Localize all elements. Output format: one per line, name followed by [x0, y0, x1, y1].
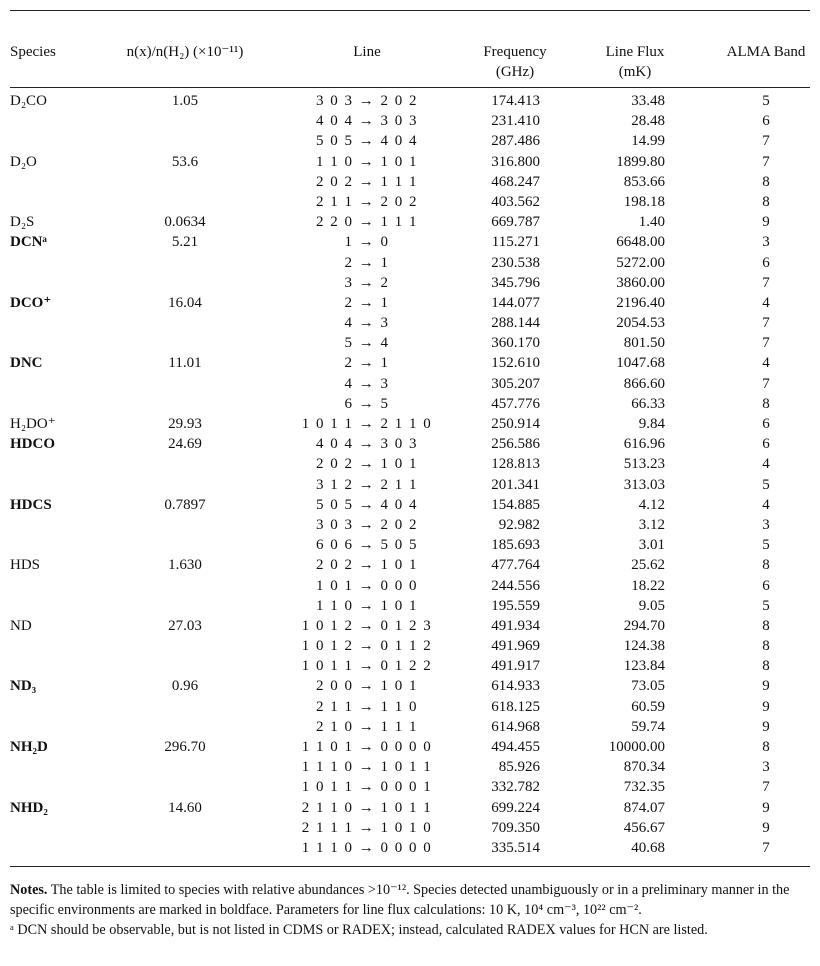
cell-line-flux: 801.50 — [623, 335, 665, 352]
cell-frequency: 244.556 — [491, 577, 540, 594]
table-row — [0, 737, 820, 757]
cell-alma-band: 5 — [762, 537, 770, 554]
cell-frequency: 231.410 — [491, 113, 540, 130]
cell-line: 2 1 1 1 → 1 0 1 0 — [301, 819, 433, 836]
header-flux — [590, 42, 680, 82]
cell-line-flux: 870.34 — [623, 759, 665, 776]
cell-alma-band: 5 — [762, 597, 770, 614]
table-row — [0, 656, 820, 676]
cell-line: 3 0 3 → 2 0 2 — [316, 93, 418, 109]
cell-line: 2 0 2 → 1 0 1 — [316, 456, 418, 473]
table-row — [0, 253, 820, 273]
table-row — [0, 818, 820, 838]
cell-frequency: 174.413 — [491, 93, 540, 109]
cell-line: 2 0 0 → 1 0 1 — [316, 678, 418, 695]
cell-frequency: 85.926 — [498, 759, 540, 776]
table-row — [0, 676, 820, 696]
table-row — [0, 374, 820, 394]
cell-alma-band: 8 — [762, 638, 770, 655]
header-frequency-unit: (GHz) — [495, 64, 535, 80]
cell-line-flux: 33.48 — [631, 93, 665, 109]
table-row — [0, 313, 820, 333]
cell-frequency: 491.969 — [491, 638, 540, 655]
cell-line-flux: 313.03 — [623, 476, 665, 493]
table-row — [0, 333, 820, 353]
cell-species: D₂CO — [10, 93, 47, 109]
cell-line: 2 1 1 0 → 1 0 1 1 — [301, 799, 433, 816]
table-row — [0, 777, 820, 797]
cell-line-flux: 2196.40 — [616, 294, 665, 311]
cell-abundance: 0.7897 — [164, 496, 206, 513]
table-row — [0, 757, 820, 777]
cell-alma-band: 6 — [762, 113, 770, 130]
cell-line-flux: 2054.53 — [616, 315, 665, 332]
cell-line: 1 1 0 → 1 0 1 — [316, 597, 418, 614]
cell-alma-band: 5 — [762, 476, 770, 493]
cell-frequency: 115.271 — [491, 234, 540, 251]
cell-line: 4 0 4 → 3 0 3 — [316, 113, 418, 130]
cell-line-flux: 3.12 — [638, 516, 665, 533]
cell-abundance: 296.70 — [164, 739, 206, 755]
cell-frequency: 614.968 — [491, 718, 540, 735]
cell-line-flux: 28.48 — [631, 113, 665, 130]
cell-alma-band: 9 — [762, 698, 770, 715]
cell-alma-band: 7 — [762, 375, 770, 392]
cell-line-flux: 9.05 — [638, 597, 665, 614]
cell-species: HDCS — [10, 496, 52, 513]
cell-line-flux: 66.33 — [631, 395, 665, 412]
cell-line-flux: 732.35 — [623, 779, 665, 796]
cell-frequency: 230.538 — [491, 254, 540, 271]
cell-abundance: 5.21 — [171, 234, 199, 251]
cell-alma-band: 7 — [762, 274, 770, 291]
table-row — [0, 232, 820, 252]
cell-species: DNC — [10, 355, 43, 372]
cell-species: DCNᵃ — [10, 234, 47, 251]
cell-frequency: 491.934 — [491, 617, 540, 634]
header-flux-unit: (mK) — [618, 64, 652, 80]
cell-alma-band: 7 — [762, 779, 770, 796]
cell-line-flux: 60.59 — [631, 698, 665, 715]
cell-species: D₂O — [10, 153, 37, 170]
table-row — [0, 273, 820, 293]
cell-line-flux: 9.84 — [638, 416, 665, 432]
cell-abundance: 0.0634 — [164, 214, 206, 231]
table-row — [0, 576, 820, 596]
cell-frequency: 669.787 — [491, 214, 540, 231]
cell-line: 3 1 2 → 2 1 1 — [316, 476, 418, 493]
table-row — [0, 535, 820, 555]
cell-line-flux: 456.67 — [623, 819, 665, 836]
cell-frequency: 128.813 — [491, 456, 540, 473]
cell-line: 6 0 6 → 5 0 5 — [316, 537, 418, 554]
table-row — [0, 495, 820, 515]
cell-alma-band: 5 — [762, 93, 770, 109]
cell-frequency: 457.776 — [491, 395, 540, 412]
cell-line: 5 0 5 → 4 0 4 — [316, 133, 418, 150]
cell-line-flux: 4.12 — [638, 496, 665, 513]
cell-line: 1 0 1 → 0 0 0 — [316, 577, 418, 594]
header-line: Line — [353, 44, 381, 60]
cell-frequency: 345.796 — [491, 274, 540, 291]
cell-line: 2 1 1 → 1 1 0 — [316, 698, 418, 715]
cell-abundance: 14.60 — [168, 799, 202, 816]
cell-frequency: 92.982 — [498, 516, 540, 533]
cell-line: 2 → 1 — [344, 294, 390, 311]
cell-species: NHD₂ — [10, 799, 48, 816]
table-row — [0, 555, 820, 575]
cell-frequency: 185.693 — [491, 537, 540, 554]
cell-line-flux: 616.96 — [623, 436, 665, 453]
cell-alma-band: 4 — [762, 456, 770, 473]
cell-line: 5 → 4 — [344, 335, 390, 352]
cell-line: 2 0 2 → 1 0 1 — [316, 557, 418, 574]
cell-frequency: 403.562 — [491, 193, 540, 210]
cell-frequency: 201.341 — [491, 476, 540, 493]
cell-alma-band: 6 — [762, 436, 770, 453]
cell-line-flux: 1.40 — [638, 214, 665, 231]
cell-species: HDCO — [10, 436, 55, 453]
cell-line: 2 → 1 — [344, 254, 390, 271]
table-row — [0, 454, 820, 474]
table-row — [0, 515, 820, 535]
cell-line-flux: 18.22 — [631, 577, 665, 594]
header-flux-label: Line Flux — [605, 44, 665, 60]
cell-line: 1 1 0 → 1 0 1 — [316, 153, 418, 170]
cell-alma-band: 6 — [762, 416, 770, 432]
cell-frequency: 494.455 — [491, 739, 540, 755]
notes-text: The table is limited to species with relative abundances >10⁻¹². Species detected unambiguously or in a preliminary manner in the specific environments are marked in boldface. Parameters for line flux calculations: 10 K, 10⁴ cm⁻³, 10²² cm⁻². — [10, 882, 790, 918]
header-frequency-label: Frequency — [483, 44, 547, 60]
cell-frequency: 477.764 — [491, 557, 540, 574]
cell-frequency: 287.486 — [491, 133, 540, 150]
cell-abundance: 11.01 — [168, 355, 202, 372]
table-row — [0, 212, 820, 232]
cell-alma-band: 3 — [762, 516, 770, 533]
cell-line-flux: 59.74 — [631, 718, 665, 735]
cell-frequency: 152.610 — [491, 355, 540, 372]
table-row — [0, 697, 820, 717]
cell-line-flux: 874.07 — [623, 799, 665, 816]
cell-line-flux: 123.84 — [623, 658, 665, 675]
table-row — [0, 798, 820, 818]
table-row — [0, 172, 820, 192]
cell-alma-band: 9 — [762, 718, 770, 735]
cell-alma-band: 4 — [762, 355, 770, 372]
table-row — [0, 293, 820, 313]
cell-line: 3 → 2 — [344, 274, 390, 291]
cell-line: 1 → 0 — [344, 234, 390, 251]
cell-alma-band: 9 — [762, 799, 770, 816]
cell-frequency: 144.077 — [491, 294, 540, 311]
cell-species: D₂S — [10, 214, 35, 231]
cell-line: 1 1 1 0 → 0 0 0 0 — [301, 839, 433, 856]
cell-species: ND₃ — [10, 678, 37, 695]
table-notes — [10, 880, 812, 940]
cell-alma-band: 7 — [762, 839, 770, 856]
cell-alma-band: 9 — [762, 678, 770, 695]
cell-frequency: 250.914 — [491, 416, 540, 432]
cell-species: HDS — [10, 557, 41, 574]
cell-frequency: 709.350 — [491, 819, 540, 836]
table-body — [0, 91, 820, 858]
cell-alma-band: 8 — [762, 739, 770, 755]
table-row — [0, 353, 820, 373]
cell-alma-band: 7 — [762, 315, 770, 332]
table-row — [0, 131, 820, 151]
cell-line: 4 → 3 — [344, 315, 390, 332]
table-bottom-rule — [10, 866, 810, 867]
cell-frequency: 332.782 — [491, 779, 540, 796]
cell-line: 3 0 3 → 2 0 2 — [316, 516, 418, 533]
notes-paragraph — [10, 880, 812, 920]
cell-abundance: 27.03 — [168, 617, 202, 634]
table-row — [0, 616, 820, 636]
table-row — [0, 636, 820, 656]
cell-line-flux: 10000.00 — [608, 739, 665, 755]
cell-line: 5 0 5 → 4 0 4 — [316, 496, 418, 513]
cell-line: 1 0 1 2 → 0 1 1 2 — [301, 638, 433, 655]
cell-line-flux: 73.05 — [631, 678, 665, 695]
header-frequency — [470, 42, 560, 82]
cell-frequency: 618.125 — [491, 698, 540, 715]
table-row — [0, 596, 820, 616]
cell-line: 1 1 0 1 → 0 0 0 0 — [301, 739, 433, 755]
cell-frequency: 195.559 — [491, 597, 540, 614]
table-row — [0, 394, 820, 414]
cell-abundance: 1.630 — [168, 557, 202, 574]
cell-frequency: 699.224 — [491, 799, 540, 816]
cell-abundance: 53.6 — [171, 153, 199, 170]
cell-species: NH₂D — [10, 739, 48, 755]
header-rule — [10, 87, 810, 88]
cell-alma-band: 8 — [762, 193, 770, 210]
header-alma-band: ALMA Band — [726, 44, 806, 60]
cell-line: 1 0 1 2 → 0 1 2 3 — [301, 617, 433, 634]
cell-line: 1 1 1 0 → 1 0 1 1 — [301, 759, 433, 776]
cell-line-flux: 513.23 — [623, 456, 665, 473]
cell-alma-band: 7 — [762, 133, 770, 150]
table-row — [0, 111, 820, 131]
cell-line: 2 2 0 → 1 1 1 — [316, 214, 418, 231]
cell-alma-band: 8 — [762, 395, 770, 412]
cell-line-flux: 294.70 — [623, 617, 665, 634]
cell-line-flux: 198.18 — [623, 193, 665, 210]
cell-alma-band: 9 — [762, 214, 770, 231]
cell-frequency: 335.514 — [491, 839, 540, 856]
cell-line-flux: 3860.00 — [616, 274, 665, 291]
cell-species: ND — [10, 617, 32, 634]
cell-alma-band: 9 — [762, 819, 770, 836]
cell-line-flux: 40.68 — [631, 839, 665, 856]
cell-abundance: 16.04 — [168, 294, 202, 311]
cell-frequency: 288.144 — [491, 315, 540, 332]
cell-alma-band: 4 — [762, 294, 770, 311]
cell-abundance: 0.96 — [171, 678, 199, 695]
notes-label: Notes. — [10, 882, 48, 898]
cell-line: 1 0 1 1 → 0 0 0 1 — [301, 779, 433, 796]
cell-frequency: 256.586 — [491, 436, 540, 453]
cell-frequency: 468.247 — [491, 173, 540, 190]
cell-line-flux: 853.66 — [623, 173, 665, 190]
cell-line: 2 → 1 — [344, 355, 390, 372]
table-row — [0, 717, 820, 737]
cell-line: 2 1 0 → 1 1 1 — [316, 718, 418, 735]
cell-alma-band: 6 — [762, 254, 770, 271]
table-row — [0, 414, 820, 434]
cell-line-flux: 1047.68 — [616, 355, 665, 372]
table-row — [0, 838, 820, 858]
cell-line-flux: 866.60 — [623, 375, 665, 392]
cell-alma-band: 3 — [762, 759, 770, 776]
header-abundance: n(x)/n(H₂) (×10⁻¹¹) — [126, 44, 244, 60]
cell-line: 2 0 2 → 1 1 1 — [316, 173, 418, 190]
cell-line-flux: 25.62 — [631, 557, 665, 574]
table-row — [0, 152, 820, 172]
cell-alma-band: 8 — [762, 658, 770, 675]
cell-alma-band: 3 — [762, 234, 770, 251]
cell-line: 1 0 1 1 → 2 1 1 0 — [301, 416, 433, 432]
cell-line: 4 0 4 → 3 0 3 — [316, 436, 418, 453]
cell-frequency: 154.885 — [491, 496, 540, 513]
cell-alma-band: 4 — [762, 496, 770, 513]
cell-line: 4 → 3 — [344, 375, 390, 392]
notes-footnote: ᵃ DCN should be observable, but is not listed in CDMS or RADEX; instead, calculated RADEX values for HCN are listed. — [10, 922, 708, 938]
cell-frequency: 491.917 — [491, 658, 540, 675]
table-row — [0, 192, 820, 212]
cell-species: H₂DO⁺ — [10, 416, 56, 432]
table-top-rule — [10, 10, 810, 11]
cell-line: 1 0 1 1 → 0 1 2 2 — [301, 658, 433, 675]
cell-line: 6 → 5 — [344, 395, 390, 412]
table-row — [0, 91, 820, 111]
cell-alma-band: 8 — [762, 173, 770, 190]
cell-line-flux: 124.38 — [623, 638, 665, 655]
cell-line-flux: 1899.80 — [616, 153, 665, 170]
cell-line-flux: 3.01 — [638, 537, 665, 554]
cell-alma-band: 8 — [762, 617, 770, 634]
cell-abundance: 24.69 — [168, 436, 202, 453]
cell-abundance: 1.05 — [171, 93, 199, 109]
table-row — [0, 434, 820, 454]
header-species: Species — [10, 44, 56, 60]
cell-alma-band: 7 — [762, 335, 770, 352]
cell-alma-band: 6 — [762, 577, 770, 594]
cell-frequency: 360.170 — [491, 335, 540, 352]
cell-alma-band: 7 — [762, 153, 770, 170]
cell-line-flux: 14.99 — [631, 133, 665, 150]
cell-abundance: 29.93 — [168, 416, 202, 432]
table-row — [0, 475, 820, 495]
cell-frequency: 305.207 — [491, 375, 540, 392]
cell-line-flux: 6648.00 — [616, 234, 665, 251]
cell-frequency: 614.933 — [491, 678, 540, 695]
cell-alma-band: 8 — [762, 557, 770, 574]
cell-line-flux: 5272.00 — [616, 254, 665, 271]
cell-species: DCO⁺ — [10, 294, 52, 311]
cell-line: 2 1 1 → 2 0 2 — [316, 193, 418, 210]
cell-frequency: 316.800 — [491, 153, 540, 170]
